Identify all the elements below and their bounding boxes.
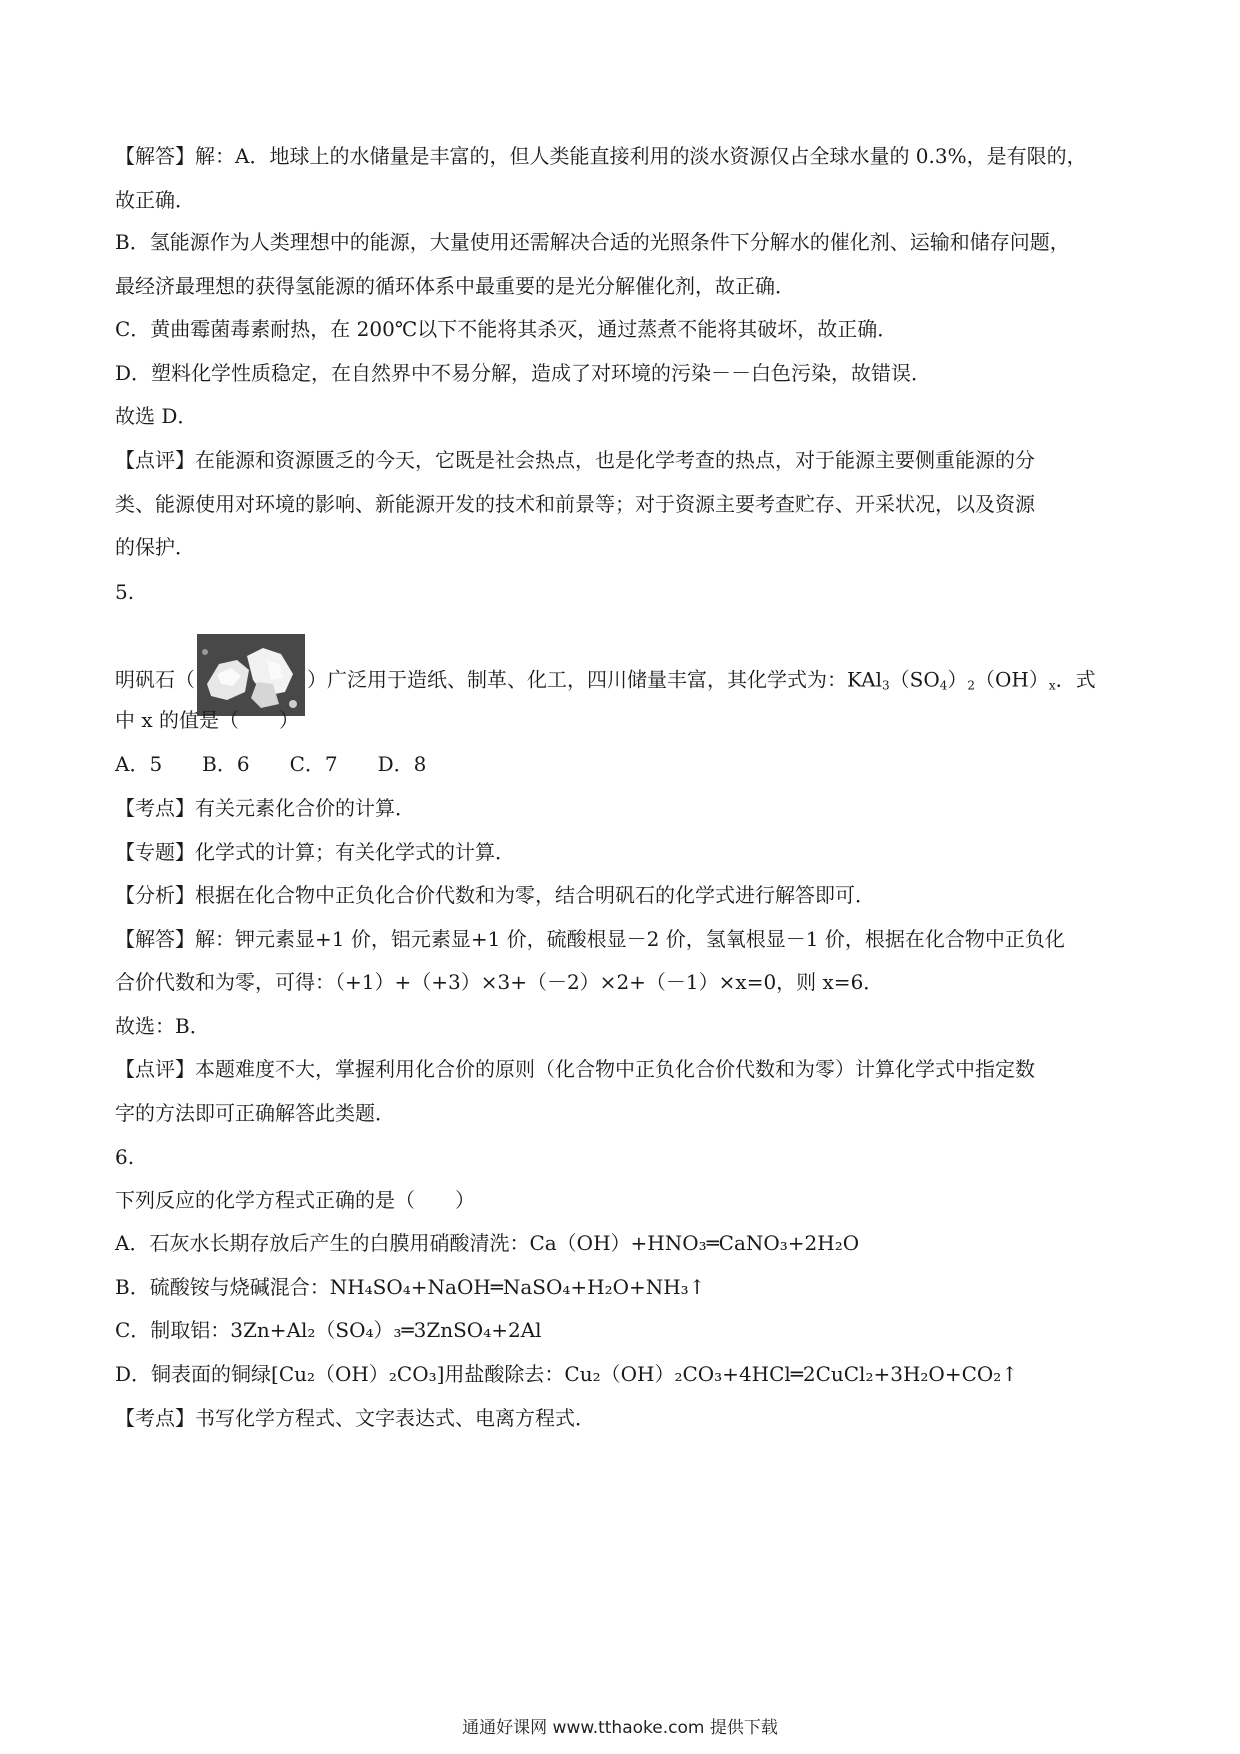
question-6-option-d: D．铜表面的铜绿[Cu₂（OH）₂CO₃]用盐酸除去：Cu₂（OH）₂CO₃+4HCl═2CuCl₂+3H₂O+CO₂↑: [115, 1362, 1019, 1386]
mineral-photo-icon: [197, 634, 305, 716]
q5-zhuanti-text: 化学式的计算；有关化学式的计算．: [195, 840, 515, 864]
q5-fenxi-text: 根据在化合物中正负化合价代数和为零，结合明矾石的化学式进行解答即可．: [195, 883, 875, 907]
answer-c-line: C．黄曲霉菌毒素耐热，在 200℃以下不能将其杀灭，通过蒸煮不能将其破坏，故正确．: [115, 317, 898, 341]
answer-a-line-2: 故正确．: [115, 188, 195, 212]
q5-zhuanti-tag: 【专题】: [115, 840, 195, 864]
q5-dianping-line-2: 字的方法即可正确解答此类题．: [115, 1101, 395, 1125]
q5-jieda-line-1: [115, 925, 1065, 953]
q5-fenxi: [115, 881, 875, 909]
q6-kaodian-text: 书写化学方程式、文字表达式、电离方程式．: [195, 1406, 595, 1430]
q5-stem-after: ）广泛用于造纸、制革、化工，四川储量丰富，其化学式为：KAl: [307, 667, 882, 692]
q5-sub-x: x: [1048, 678, 1056, 693]
q6-kaodian: [115, 1404, 595, 1432]
question-6-option-c: C．制取铝：3Zn+Al₂（SO₄）₃═3ZnSO₄+2Al: [115, 1318, 542, 1342]
answer-a-text-1: 解：A．地球上的水储量是丰富的，但人类能直接利用的淡水资源仅占全球水量的 0.3%，是有限的，: [195, 144, 1087, 168]
q5-formula-mid-1: （SO: [889, 667, 940, 692]
comment-4-text-1: 在能源和资源匮乏的今天，它既是社会热点，也是化学考查的热点，对于能源主要侧重能源的分: [195, 448, 1035, 472]
comment-4-line-2: 类、能源使用对环境的影响、新能源开发的技术和前景等；对于资源主要考查贮存、开采状况，以及资源: [115, 492, 1035, 516]
q5-stem-before: 明矾石（: [115, 667, 195, 692]
q5-formula-mid-3: （OH）: [975, 667, 1049, 692]
answer-d-line: D．塑料化学性质稳定，在自然界中不易分解，造成了对环境的污染－－白色污染，故错误．: [115, 361, 932, 385]
q5-jieda-text-1: 解：钾元素显+1 价，铝元素显+1 价，硫酸根显－2 价，氢氧根显－1 价，根据在化合物中正负化: [195, 927, 1065, 951]
answer-tag: 【解答】: [115, 144, 195, 168]
q5-kaodian-text: 有关元素化合价的计算．: [195, 796, 415, 820]
comment-4-line-1: [115, 446, 1035, 474]
question-6-option-b: B．硫酸铵与烧碱混合：NH₄SO₄+NaOH═NaSO₄+H₂O+NH₃↑: [115, 1275, 706, 1299]
q5-jieda-tag: 【解答】: [115, 927, 195, 951]
answer-b-line-2: 最经济最理想的获得氢能源的循环体系中最重要的是光分解催化剂，故正确．: [115, 274, 795, 298]
question-6-option-a: A．石灰水长期存放后产生的白膜用硝酸清洗：Ca（OH）+HNO₃═CaNO₃+2H₂O: [115, 1231, 860, 1255]
choice-4: 故选 D．: [115, 404, 198, 428]
q5-dianping-tag: 【点评】: [115, 1057, 195, 1081]
q5-sub-2: 2: [967, 678, 976, 693]
comment-4-line-3: 的保护．: [115, 535, 195, 559]
q5-choice: 故选：B．: [115, 1014, 210, 1038]
question-5-options: A．5 B．6 C．7 D．8: [115, 752, 427, 776]
answer-b-line-1: B．氢能源作为人类理想中的能源，大量使用还需解决合适的光照条件下分解水的催化剂、运输和储存问题，: [115, 230, 1070, 254]
q5-jieda-line-2: 合价代数和为零，可得：（+1）+（+3）×3+（－2）×2+（－1）×x=0，则 x=6．: [115, 970, 884, 994]
question-6-stem: 下列反应的化学方程式正确的是（ ）: [115, 1188, 475, 1212]
question-5-stem-line-2: 中 x 的值是（ ）: [115, 708, 299, 732]
answer-a-line-1: [115, 142, 1087, 170]
q5-dianping-text-1: 本题难度不大，掌握利用化合价的原则（化合物中正负化合价代数和为零）计算化学式中指定数: [195, 1057, 1035, 1081]
q5-sub-4: 4: [939, 678, 948, 693]
q5-fenxi-tag: 【分析】: [115, 883, 195, 907]
q6-kaodian-tag: 【考点】: [115, 1406, 195, 1430]
q5-zhuanti: [115, 838, 515, 866]
q5-stem-end: ．式: [1055, 667, 1096, 692]
page-footer: 通通好课网 www.tthaoke.com 提供下载: [462, 1718, 778, 1738]
q5-kaodian: [115, 794, 415, 822]
question-5-number: 5.: [115, 580, 135, 604]
q5-formula-mid-2: ）: [947, 667, 968, 692]
comment-tag: 【点评】: [115, 448, 195, 472]
q5-kaodian-tag: 【考点】: [115, 796, 195, 820]
q5-sub-3: 3: [881, 678, 890, 693]
q5-dianping-line-1: [115, 1055, 1035, 1083]
question-6-number: 6.: [115, 1145, 135, 1169]
